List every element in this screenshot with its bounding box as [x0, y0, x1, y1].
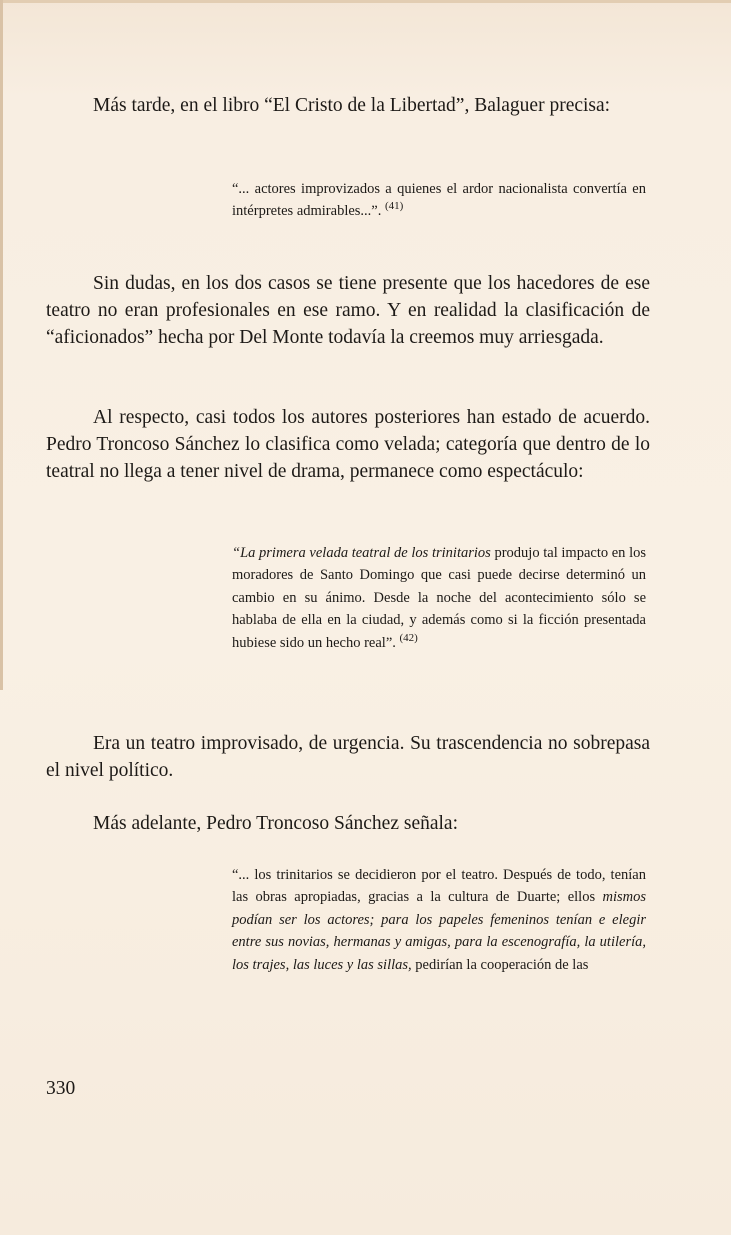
page-left-edge	[0, 0, 3, 690]
quote-41-text: “... actores improvizados a quienes el ardor nacionalista convertía en intérpretes admirables...”.	[232, 181, 646, 220]
paragraph-1-text: Más tarde, en el libro “El Cristo de la Libertad”, Balaguer precisa:	[93, 95, 611, 116]
quote-3-text-start: “... los trinitarios se decidieron por el teatro. Después de todo, tenían las obras apropiadas, gracias a la cultura de Duarte; ellos	[232, 867, 646, 906]
page-top-edge	[0, 0, 731, 3]
paragraph-4	[46, 730, 650, 784]
quote-42-text: produjo tal impacto en los moradores de Santo Domingo que casi puede decirse determinó un cambio en su ánimo. Desde la noche del acontecimiento sólo se hablaba de ella en la ciudad, y además como si la ficción presentada hubiese sido un hecho real”.	[232, 545, 647, 651]
quote-3-italic: mismos podían ser los actores; para los papeles femeninos tenían e elegir entre sus novias, hermanas y amigas, para la escenografía, la utilería, los trajes, las luces y las sillas,	[232, 889, 647, 973]
paragraph-2	[46, 270, 650, 351]
paragraph-3	[46, 404, 650, 485]
quote-3	[232, 864, 646, 976]
paragraph-1	[46, 92, 650, 119]
quote-42	[232, 542, 646, 654]
page-number: 330	[46, 1078, 76, 1099]
quote-41	[232, 178, 646, 223]
footnote-ref-42: (42)	[399, 631, 418, 644]
paragraph-4-text: Era un teatro improvisado, de urgencia. Su trascendencia no sobrepasa el nivel político.	[46, 733, 650, 781]
paragraph-2-text: Sin dudas, en los dos casos se tiene presente que los hacedores de ese teatro no eran profesionales en ese ramo. Y en realidad la clasificación de “aficionados” hecha por Del Monte todavía la creemos muy arriesgada.	[46, 273, 650, 348]
quote-3-text-end: pedirían la cooperación de las	[415, 956, 589, 973]
paragraph-3-text: Al respecto, casi todos los autores posteriores han estado de acuerdo. Pedro Troncoso Sánchez lo clasifica como velada; categoría que dentro de lo teatral no llega a tener nivel de drama, permanece como espectáculo:	[46, 407, 650, 482]
paragraph-5-text: Más adelante, Pedro Troncoso Sánchez señala:	[93, 813, 458, 834]
footnote-ref-41: (41)	[385, 200, 404, 213]
quote-42-italic: “La primera velada teatral de los trinitarios	[232, 545, 491, 561]
paragraph-5	[46, 810, 650, 837]
